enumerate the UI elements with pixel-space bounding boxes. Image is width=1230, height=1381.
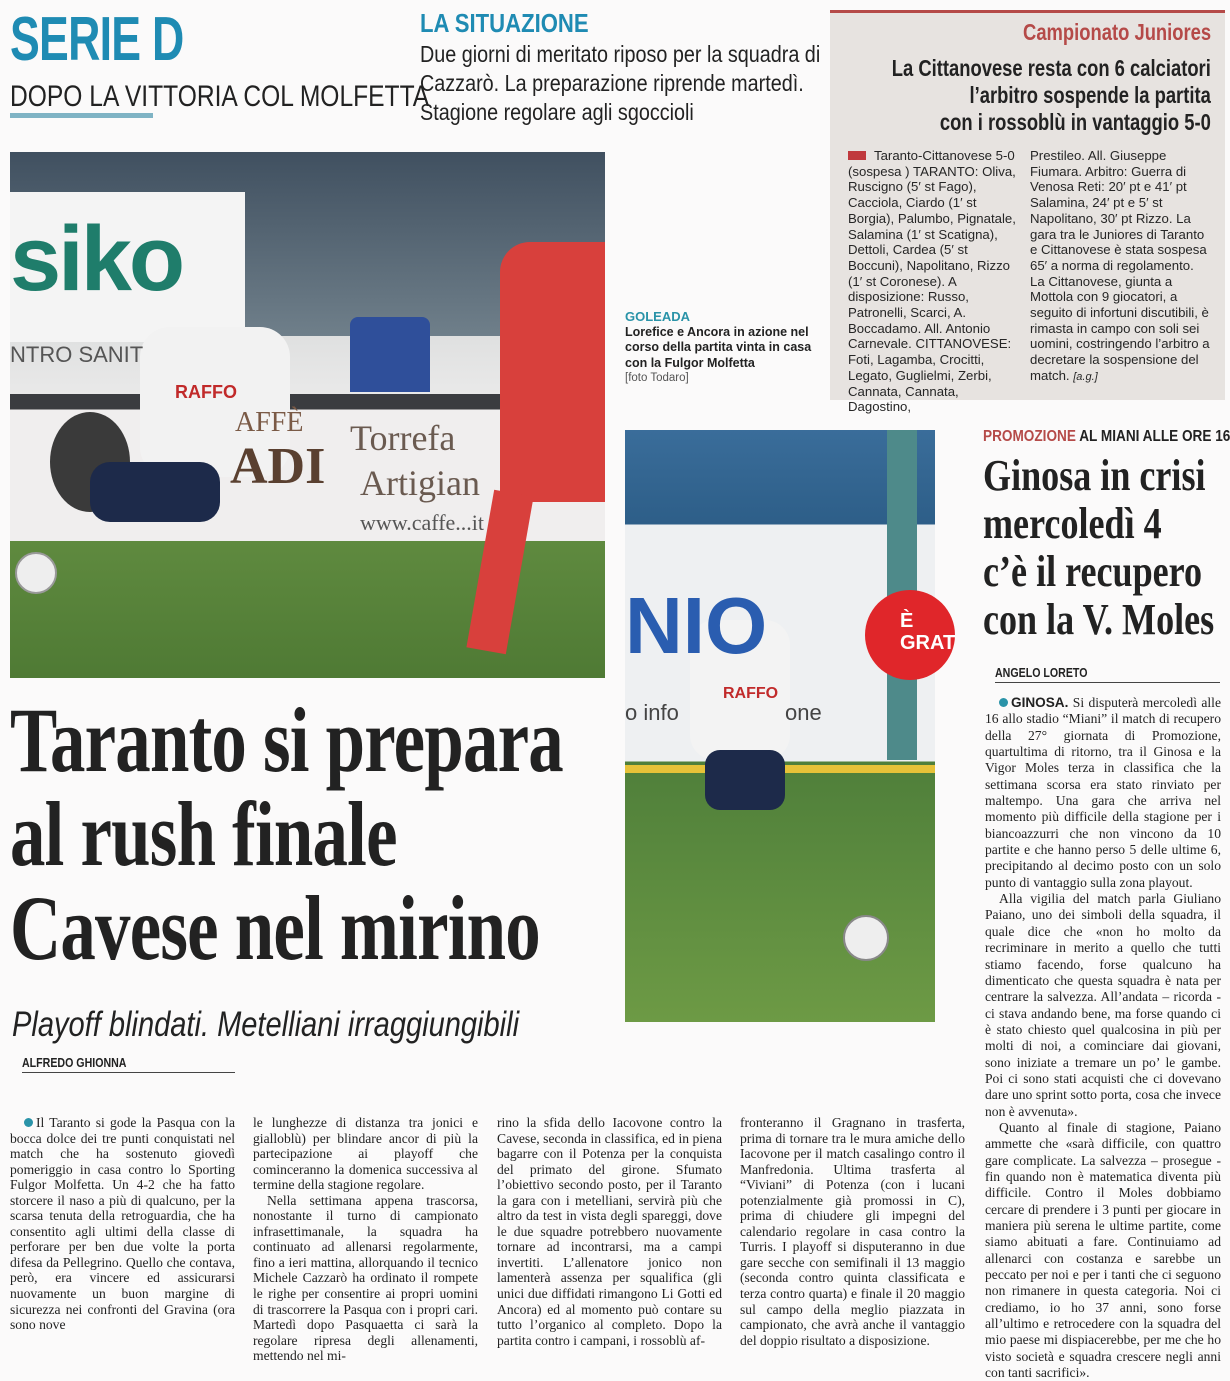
section-subtitle: DOPO LA VITTORIA COL MOLFETTA	[10, 80, 430, 113]
photo-ancora	[625, 430, 956, 1022]
headline-line: mercoledì 4	[983, 499, 1162, 548]
kicker-red: PROMOZIONE	[983, 428, 1076, 445]
paragraph	[985, 695, 1221, 891]
situazione-text: Due giorni di meritato riposo per la squadra di Cazzarò. La preparazione riprende martedì. Stagione regolare agli sgoccioli	[420, 41, 821, 125]
main-headline	[10, 689, 563, 979]
situazione-kicker: LA SITUAZIONE	[420, 8, 589, 38]
paragraph: Quanto al finale di stagione, Paiano ammette che «sarà difficile, con quattro gare complicate. La salvezza – prosegue - fin quando non è matematica diventa più difficile. Contro il Moles dobbiamo cercare di prendere i 3 punti per giocare in maniera più serena le ultime partite, come siamo abituati a fare. Continuiamo ad allenarci con costanza e sarebbe un peccato per noi e per i tanti che ci seguono non rimanere in questa categoria. Noi ci crediamo, io ho 37 anni, sono forse all’ultimo e retrocedere con la squadra del mio paese mi dispiacerebbe, per me che ho visto società e squadra crescere negli anni con tanti sacrifici».	[985, 1119, 1221, 1381]
article-col-1	[10, 1115, 235, 1333]
paragraph-text: Si disputerà mercoledì alle 16 allo stadio “Miani” il match di recupero della 27° giornata di Promozione, quartultima di ritorno, tra il Ginosa e la Vigor Moles terza in classifica che la settimana scorsa era stato rinviato per maltempo. Una gara che arriva nel momento più difficile della stagione per i biancoazzurri che non vincono da 10 partite e che hanno perso 5 delle ultime 6, precipitando al decimo posto con un solo punto di vantaggio sulla zona playout.	[985, 695, 1221, 890]
caption-kicker: GOLEADA	[625, 309, 690, 324]
juniores-col-2	[1030, 148, 1210, 386]
bullet-dot-icon	[24, 1118, 33, 1127]
paragraph-text: Il Taranto si gode la Pasqua con la bocca dolce dei tre punti conquistati nel match che ha sostenuto giovedì pomeriggio in casa contro lo Sporting Fulgor Molfetta. Un 4-2 che ha fatto storcere il naso a più di qualcuno, per la scarsa tenuta della retroguardia, che ha consentito agli ultimi della classe di perforare per ben due volte la porta difesa da Pellegrino. Quello che contava, però, era vincere ed assicurarsi nuovamente un buon margine di sicurezza nei confronti del Gravina (ora sono nove	[10, 1115, 235, 1333]
paragraph: Nella settimana appena trascorsa, nonostante il turno di campionato infrasettimanale, la squadra ha continuato ad allenarsi regolarmente, fino a ieri mattina, allorquando il tecnico Michele Cazzarò ha ordinato il rompete le righe per consentire ai propri uomini di trascorrere la Pasqua con i propri cari. Martedì dopo Pasquaetta ci sarà la regolare ripresa degli allenamenti, mettendo nel mi-	[253, 1192, 478, 1364]
sign-text: one	[785, 700, 822, 725]
sign-text: NTRO SANIT	[10, 342, 144, 367]
headline-line: Ginosa in crisi	[983, 451, 1206, 500]
byline-loreto	[995, 666, 1220, 683]
juniores-box	[830, 10, 1225, 415]
byline-text: ALFREDO GHIONNA	[22, 1056, 127, 1070]
caption-text: Lorefice e Ancora in azione nel corso della partita vinta in casa con la Fulgor Molfetta	[625, 324, 812, 370]
kicker-text: AL MIANI ALLE ORE 16	[1079, 428, 1230, 445]
photo-caption	[625, 309, 825, 387]
byline-text: ANGELO LORETO	[995, 666, 1088, 680]
photo-lorefice	[10, 152, 605, 678]
sign-text: RAFFO	[723, 685, 779, 702]
headline-line: al rush finale	[10, 783, 397, 885]
signature: [a.g.]	[1073, 370, 1098, 383]
section-title: SERIE D	[10, 5, 184, 74]
sign-text: www.caffe...it	[360, 510, 485, 535]
paragraph: Alla vigilia del match parla Giuliano Paiano, uno dei simboli della squadra, il quale dice che «non ho molto da recriminare in merito a quello che tutti stiamo facendo, forse qualcuno ha dimenticato che questa squadra è nata per centrare la salvezza. All’andata – ricorda - ci stava andando bene, ma forse quando ci è stato chiesto quel qualcosina in più per molti di noi, a cominciare dai giovani, sono iniziate a tremare un po’ le gambe. Poi ci sono stati acquisti che ci dovevano dare uno sprint sotto porta, cosa che invece non è avvenuta».	[985, 891, 1221, 1119]
subtitle-rule	[10, 113, 153, 118]
headline-line: l’arbitro sospende la partita	[969, 82, 1211, 108]
photo-credit: [foto Todaro]	[625, 372, 689, 384]
juniores-col-1	[848, 148, 1020, 415]
lead-word: GINOSA.	[1011, 695, 1069, 710]
sign-text: Artigian	[360, 463, 480, 503]
paragraph: rino la sfida dello Iacovone contro la Cavese, seconda in classifica, ed in piena bagarre con il Potenza per la conquista del primato del girone. Sfumato l’obiettivo secondo posto, per il Taranto la gara con i metelliani, servirà più che altro da test in vista degli spareggi, dove le due squadre potrebbero nuovamente tornare ad incontrarsi, ma a campi invertiti. L’allenatore jonico non lamenterà assenza per squalifica (gli unici due diffidati rimangono Li Gotti ed Ancora) ed al momento può contare su tutto l’organico al completo. Dopo la partita contro i campani, i rossoblù af-	[497, 1115, 722, 1348]
headline-line: c’è il recupero	[983, 547, 1203, 596]
bullet-dot-icon	[999, 698, 1008, 707]
juniores-text: Taranto-Cittanovese 5-0 (sospesa ) TARANTO: Oliva, Ruscigno (5′ st Fago), Cacciola, Ciardo (1′ st Borgia), Palumbo, Pignatale, Salamina (1′ st Scatigna), Dettoli, Cardea (5′ st Boccuni), Napolitano, Rizzo (1′ st Coronese). A disposizione: Russo, Patronelli, Scarci, A. Boccadamo. All. Antonio Carnevale. CITTANOVESE: Foti, Lagamba, Crocitti, Legato, Guglielmi, Zerbi, Cannata, Cannata, Dagostino,	[848, 148, 1016, 415]
sign-text: o info	[625, 700, 679, 725]
sign-text: siko	[10, 208, 183, 310]
headline-line: Cavese nel mirino	[10, 877, 540, 979]
promozione-body	[985, 695, 1221, 1381]
sign-text: AFFÈ	[235, 407, 304, 438]
main-subhead: Playoff blindati. Metelliani irraggiungibili	[12, 1005, 520, 1044]
headline-line: con i rossoblù in vantaggio 5-0	[940, 109, 1211, 135]
article-col-3	[497, 1115, 722, 1348]
paragraph: fronteranno il Gragnano in trasferta, prima di tornare tra le mura amiche dello Iacovone per il match casalingo contro il Manfredonia. Ultima trasferta al “Viviani” di Potenza (con i lucani potenzialmente già promossi in C), prima di chiudere gli impegni del calendario regolare in casa contro la Turris. I playoff si disputeranno in due gare secche con semifinali il 13 maggio (seconda contro quinta classificata e terza contro quarta) e finale il 20 maggio sul campo della meglio piazzata in campionato, che avrà anche il vantaggio del doppio risultato a disposizione.	[740, 1115, 965, 1348]
headline-line: La Cittanovese resta con 6 calciatori	[891, 55, 1211, 81]
article-col-2	[253, 1115, 478, 1364]
paragraph: le lunghezze di distanza tra jonici e gialloblù) per blindare ancor di più la partecipazione ai playoff che cominceranno la domenica successiva al termine della stagione regolare.	[253, 1115, 478, 1193]
sign-text: RAFFO	[175, 382, 237, 402]
sign-text: NIO	[625, 581, 768, 670]
headline-line: con la V. Moles	[983, 595, 1215, 644]
promozione-headline	[983, 452, 1214, 644]
promozione-kicker	[983, 428, 1230, 446]
article-col-4	[740, 1115, 965, 1348]
sign-text: È GRAT	[900, 610, 956, 654]
byline-ghionna	[22, 1056, 235, 1073]
sign-text: ADI	[230, 438, 326, 495]
sign-text: Torrefa	[350, 418, 456, 458]
red-square-icon	[848, 151, 866, 160]
juniores-headline	[892, 55, 1211, 136]
juniores-text: Prestileo. All. Giuseppe Fiumara. Arbitro: Guerra di Venosa Reti: 20′ pt e 41′ pt Salamina, 24′ pt e 5′ st Napolitano, 30′ pt Rizzo. La gara tra le Juniores di Taranto e Cittanovese è stata sospesa 65′ a norma di regolamento. La Cittanovese, giunta a Mottola con 9 giocatori, a seguito di infortuni discutibili, è rimasta in campo con soli sei uomini, costringendo l’arbitro a decretare la sospensione del match.	[1030, 148, 1210, 383]
juniores-kicker: Campionato Juniores	[1022, 19, 1211, 45]
headline-line: Taranto si prepara	[10, 689, 563, 791]
